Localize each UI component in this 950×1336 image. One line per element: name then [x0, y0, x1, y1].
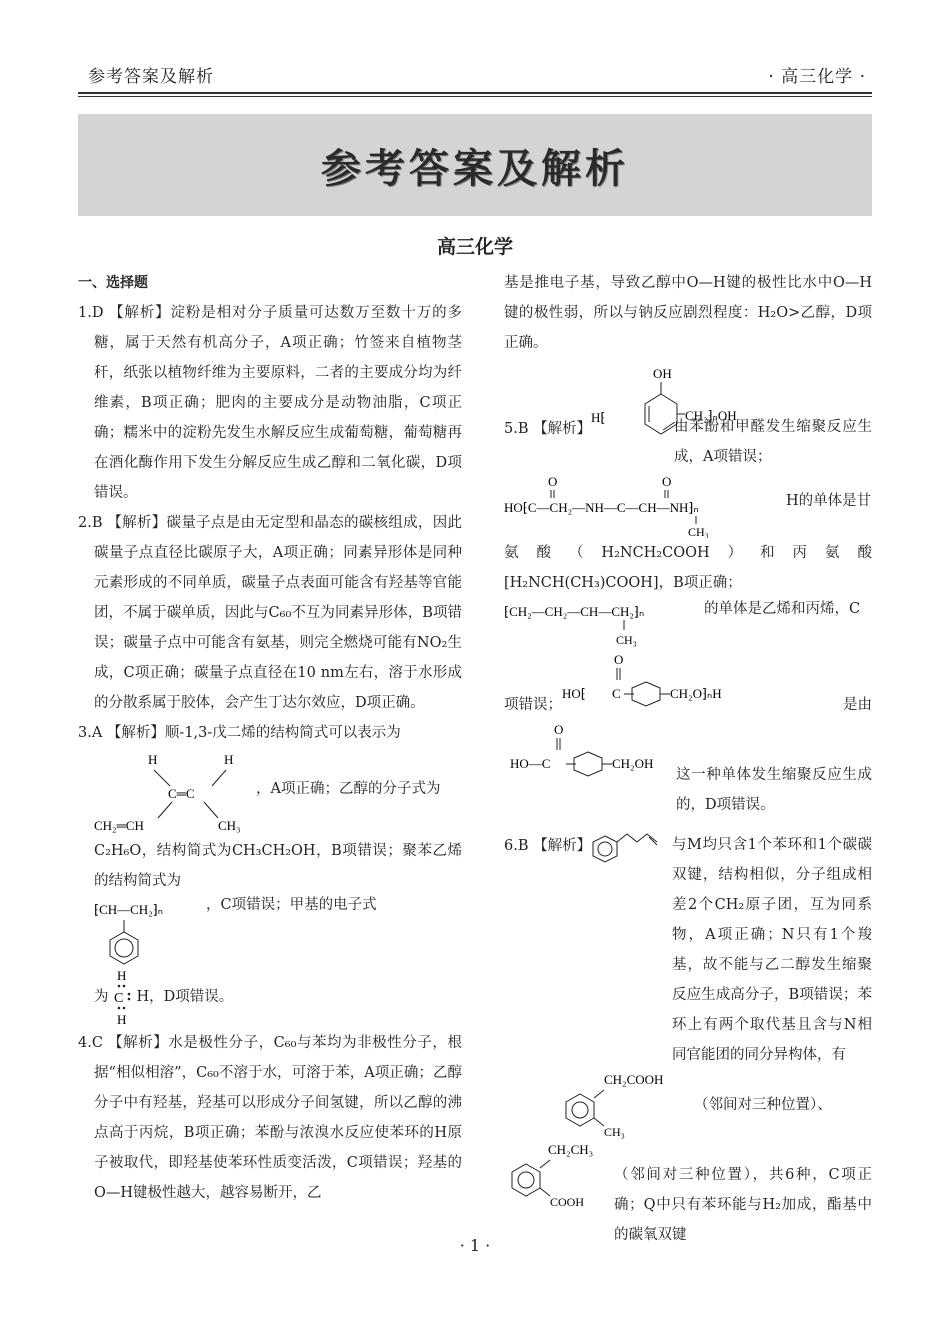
page-number: · 1 · — [459, 1236, 491, 1255]
struct-CH3-c: CH₃ — [604, 1125, 625, 1139]
polyester-structure — [562, 650, 772, 720]
struct-polyA: HO⁅C—CH₂—NH—C—CH—NH⁆ₙ — [504, 500, 699, 515]
answer-3-methyl-row — [78, 966, 462, 1028]
answer-3-polystyrene-row — [78, 896, 462, 966]
answer-1: 1.D 【解析】淀粉是相对分子质量可达数万至数十万的多糖，属于天然有机高分子，A项正确；竹签来自植物茎秆，纸张以植物纤维为主要原料，二者的主要成分均为纤维素，B项正确；肥肉的主要成分是动物油脂，C项正确；糯米中的淀粉先发生水解反应生成葡萄糖，葡萄糖再在酒化酶作用下发生分解反应生成乙醇和二氧化碳，D项错误。 — [78, 305, 462, 501]
header-right: · 高三化学 · — [768, 67, 866, 87]
answer-3-structure-row — [78, 748, 462, 836]
answer-5-olefin-text: 的单体是乙烯和丙烯，C — [704, 601, 861, 617]
answer-4: 4.C 【解析】水是极性分子，C₆₀与苯均为非极性分子，根据“相似相溶”，C₆₀不溶于水，可溶于苯，A项正确；乙醇分子中有羟基，羟基可以形成分子间氢键，所以乙醇的沸点高于丙烷，B项正确；苯酚与浓溴水反应使苯环的H原子被取代，即羟基使苯环性质变活泼，C项错误；羟基的O—H键极性越大，越容易断开，乙 — [78, 1035, 462, 1201]
struct-COOH: COOH — [550, 1195, 585, 1209]
answer-3-end: H，D项错误。 — [136, 989, 234, 1005]
struct-CH2CH3: CH₂CH₃ — [548, 1142, 594, 1157]
answer-4-cont: 基是推电子基，导致乙醇中O—H键的极性比水中O—H键的极性弱，所以与钠反应剧烈程度：H₂O>乙醇，D项正确。 — [504, 275, 872, 351]
answer-5-peptide-row — [504, 472, 872, 538]
methylphenylacetic-acid-structure — [504, 1070, 694, 1140]
struct-CH2n-OH: CH₂⁆ₙOH — [685, 408, 737, 423]
answer-5-intro: 5.B 【解析】 — [504, 421, 592, 437]
struct-CC: C═C — [168, 786, 195, 801]
answer-6-end: （邻间对三种位置），共6种，C项正确；Q中只有苯环能与H₂加成，酯基中的碳氧双键 — [614, 1167, 872, 1243]
struct-H-top: H — [116, 968, 126, 983]
polystyrene-structure — [94, 896, 206, 966]
left-column — [78, 268, 462, 1208]
subject-title: 高三化学 — [436, 236, 513, 258]
allylbenzene-structure — [591, 826, 681, 866]
struct-polyB: ⁅CH₂—CH₂—CH—CH₂⁆ₙ — [504, 604, 645, 619]
header-rule — [78, 92, 872, 94]
answer-6-text: 与M均只含1个苯环和1个碳碳双键，结构相似，分子组成相差2个CH₂原子团，互为同系物，A项正确；N只有1个羧基，故不能与乙二醇发生缩聚反应生成高分子，B项错误；苯环上有两个取代基且含与N相同官能团的同分异构体，有 — [672, 837, 872, 1063]
struct-polyPS: ⁅CH—CH₂⁆ₙ — [94, 902, 163, 917]
answer-6-positions-1: （邻间对三种位置）、 — [694, 1097, 832, 1113]
struct-CH2OH: CH₂OH — [612, 756, 654, 771]
struct-CH3: CH₃ — [218, 818, 241, 833]
header-rule-thin — [78, 96, 872, 97]
struct-CH2CH: CH₂═CH — [94, 818, 144, 833]
methyl-electron-formula — [109, 966, 137, 1028]
header-left: 参考答案及解析 — [88, 67, 214, 87]
struct-CH3-b: CH₃ — [616, 633, 637, 647]
polyolefin-structure — [504, 598, 714, 650]
answer-3-mid: ，A项正确；乙醇的分子式为 — [256, 781, 441, 797]
struct-C1: C — [612, 686, 621, 701]
struct-O4: O — [554, 722, 564, 737]
ethylbenzoic-acid-structure — [504, 1140, 614, 1210]
struct-H-right: H — [224, 752, 234, 767]
answer-3-intro: 3.A 【解析】顺-1,3-戊二烯的结构简式可以表示为 — [78, 725, 401, 741]
answer-5-monomer-text: H的单体是甘 — [786, 493, 872, 509]
struct-HOC-single: HO—C — [510, 756, 551, 771]
answer-5-end: 这一种单体发生缩聚反应生成的，D项错误。 — [676, 767, 872, 813]
struct-Hbracket: H⁅ — [591, 410, 606, 425]
hydroxymethylbenzoic-acid-structure — [504, 720, 684, 790]
banner-title: 参考答案及解析 — [321, 145, 629, 192]
right-column — [504, 268, 872, 1250]
struct-O1: O — [548, 474, 558, 489]
struct-OH: OH — [653, 366, 672, 381]
struct-CH2On-H: CH₂O⁆ₙH — [670, 686, 722, 701]
struct-H-bottom: H — [116, 1012, 126, 1027]
answer-5-text: 由苯酚和甲醛发生缩聚反应生成，A项错误； — [674, 419, 872, 465]
answer-5-err: 项错误； — [504, 697, 562, 713]
struct-HOC: HO⁅ — [562, 686, 586, 701]
struct-O3: O — [614, 652, 624, 667]
answer-5-polyester-row — [504, 650, 872, 720]
struct-H-left: H — [148, 752, 158, 767]
answer-6-isomer1-row — [504, 1070, 872, 1140]
answer-3-ps-text: ，C项错误；甲基的电子式 — [206, 897, 377, 913]
answer-5-polyolefin-row — [504, 598, 872, 650]
struct-C: C — [113, 991, 123, 1006]
title-banner — [78, 114, 872, 216]
answer-3-cont: C₂H₆O，结构简式为CH₃CH₂OH，B项错误；聚苯乙烯的结构简式为 — [94, 843, 462, 889]
answer-2: 2.B 【解析】碳量子点是由无定型和晶态的碳核组成，因此碳量子点直径比碳原子大，A项正确；同素异形体是同种元素形成的不同单质，碳量子点表面可能含有羟基等官能团，不属于碳单质，因此与C₆₀不互为同素异形体，B项错误；碳量子点中可能含有氨基，则完全燃烧可能有NO₂生成，C项正确；碳量子点直径在10 nm左右，溶于水形成的分散系属于胶体，会产生丁达尔效应，D项正确。 — [78, 515, 462, 711]
answer-6-intro: 6.B 【解析】 — [504, 838, 592, 854]
struct-CH2COOH: CH₂COOH — [604, 1072, 664, 1087]
struct-O2: O — [662, 474, 672, 489]
section-heading: 一、选择题 — [78, 275, 148, 291]
answer-5-amino: 氨酸（H₂NCH₂COOH）和丙氨酸[H₂NCH(CH₃)COOH]，B项正确； — [504, 545, 872, 591]
answer-3-wei: 为 — [94, 989, 109, 1005]
pentadiene-structure — [92, 748, 252, 836]
struct-CH3-a: CH₃ — [688, 525, 709, 538]
answer-5-shiyou: 是由 — [843, 697, 872, 713]
